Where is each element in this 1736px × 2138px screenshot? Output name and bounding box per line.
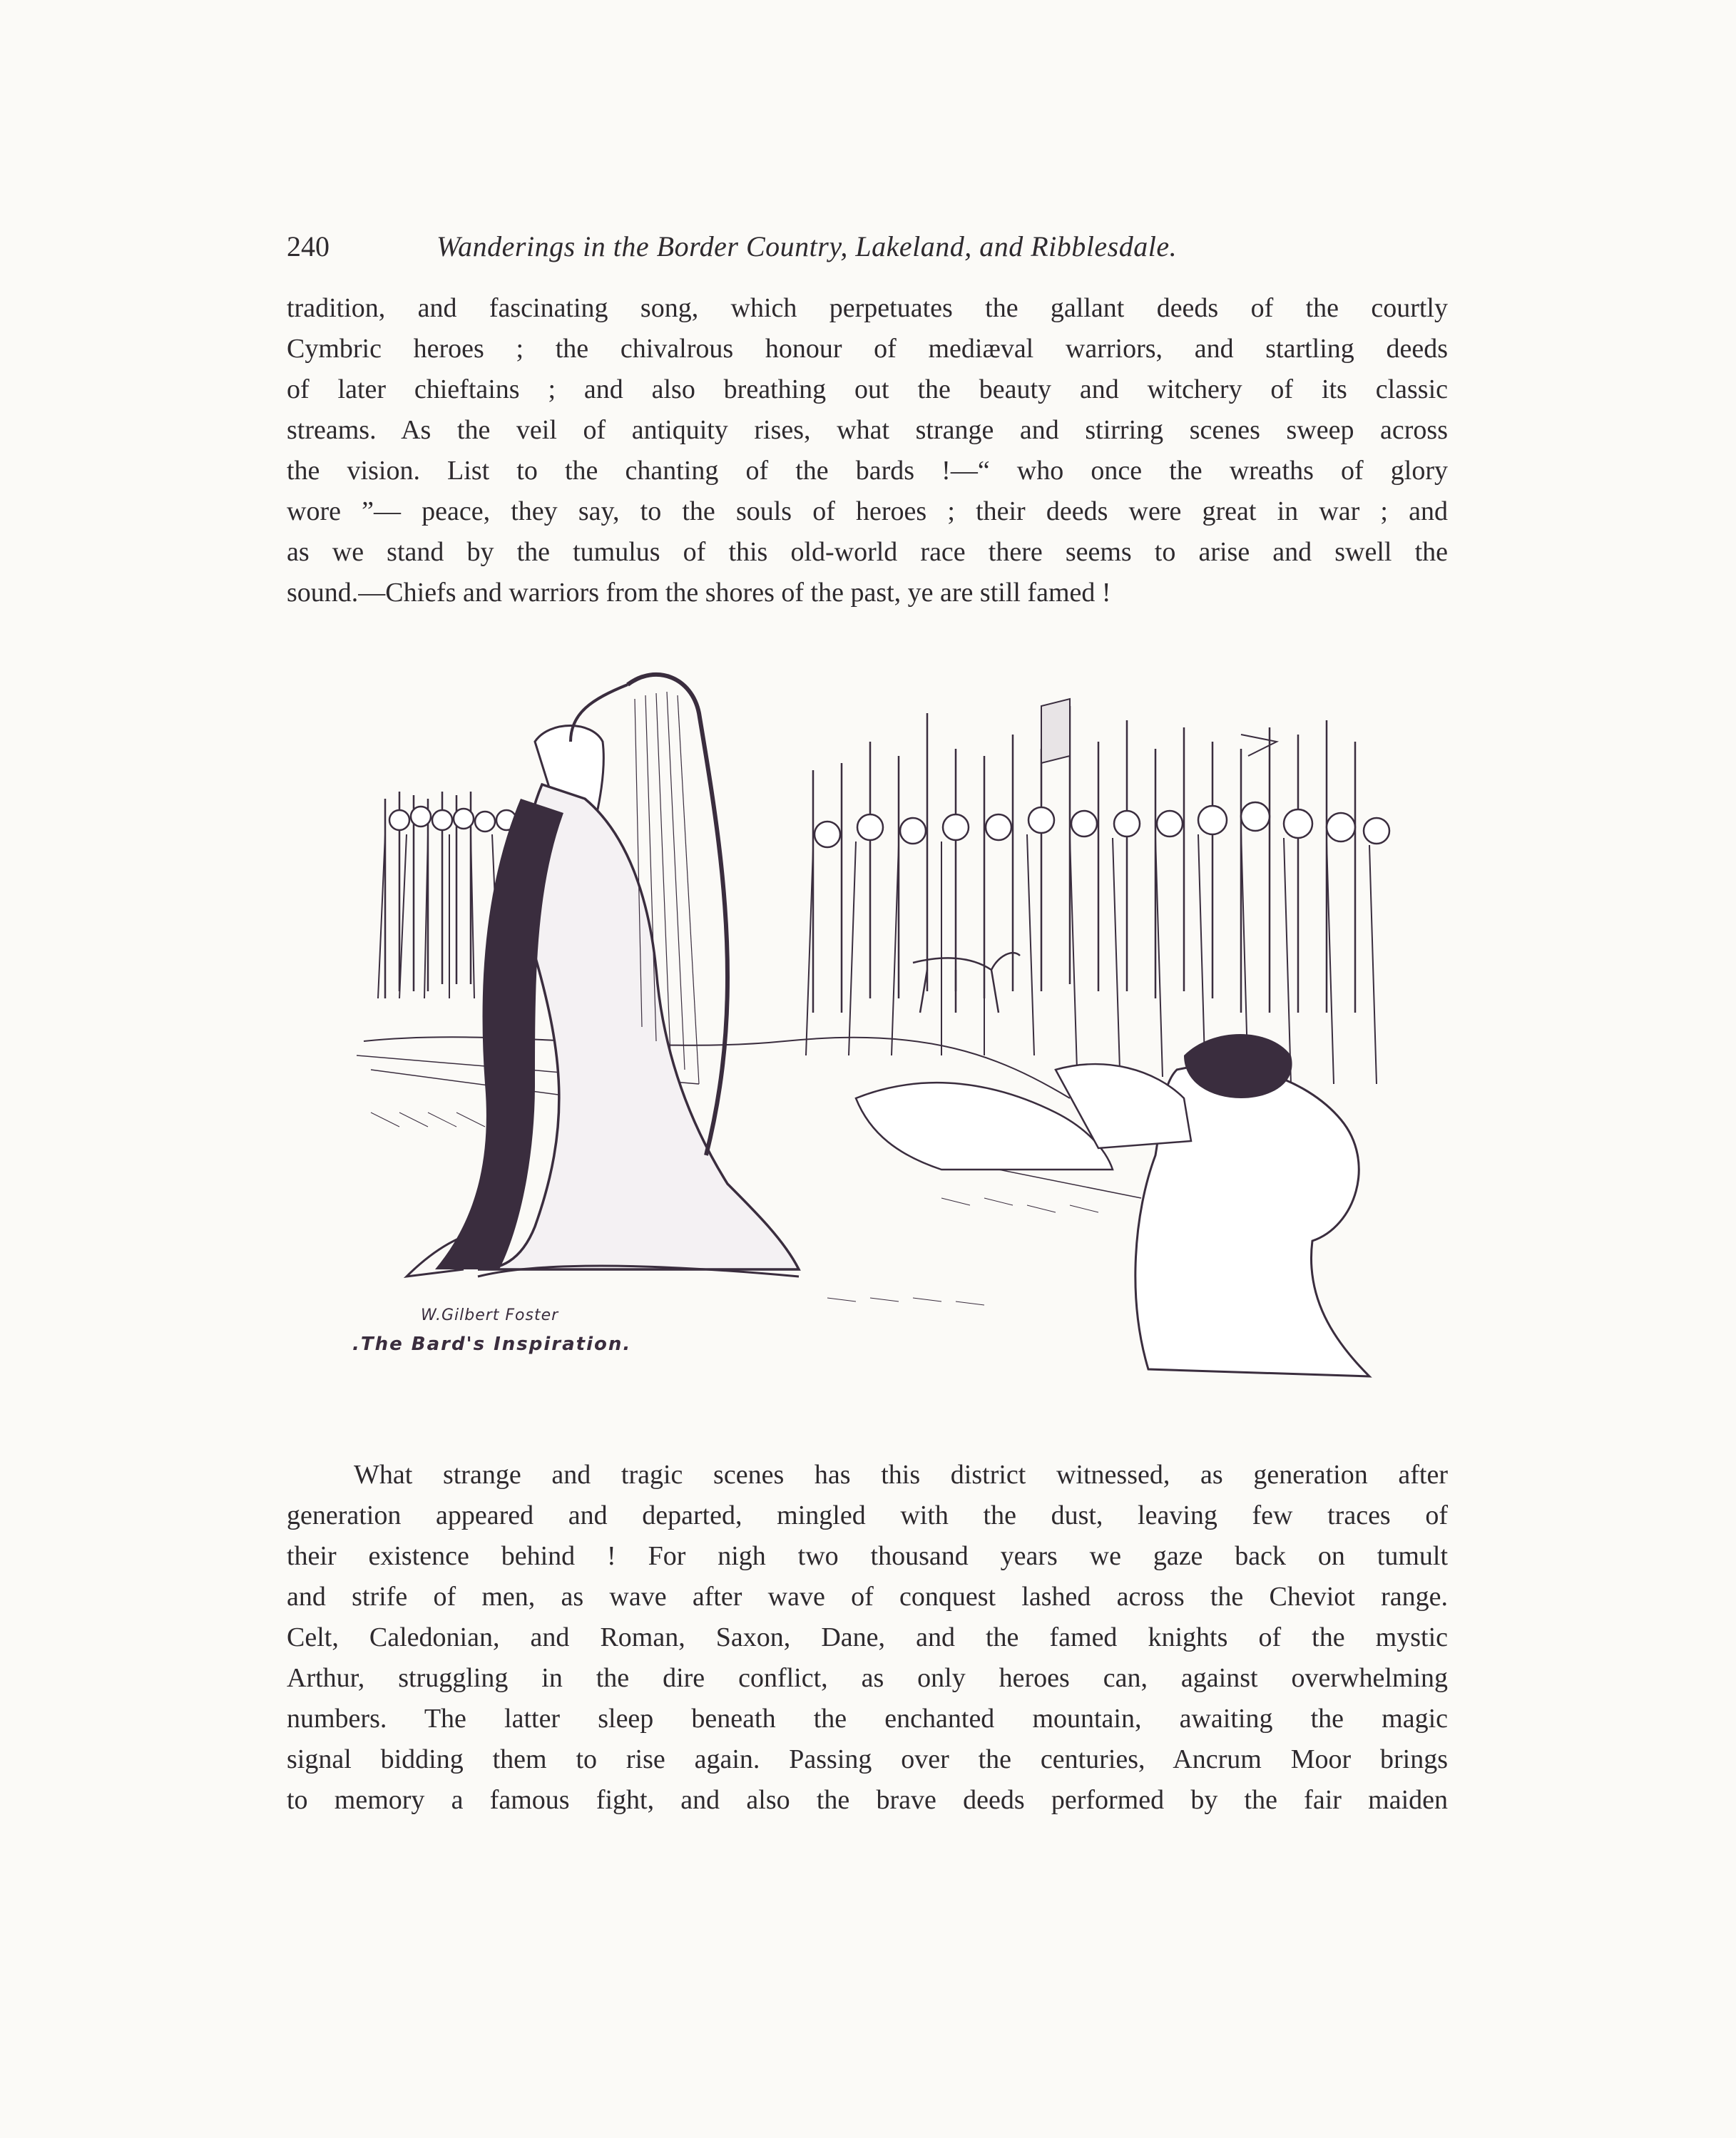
text-line: signal bidding them to rise again. Passing over the centuries, Ancrum Moor brings	[287, 1744, 1448, 1774]
illustration-drawing	[357, 656, 1398, 1412]
bard-illustration	[357, 656, 1398, 1412]
text-line: sound.—Chiefs and warriors from the shores of the past, ye are still famed !	[287, 578, 1111, 608]
page-number: 240	[287, 230, 330, 262]
text-line: wore ”— peace, they say, to the souls of heroes ; their deeds were great in war ; and	[287, 496, 1448, 526]
text-line: their existence behind ! For nigh two thousand years we gaze back on tumult	[287, 1541, 1448, 1571]
text-line: Cymbric heroes ; the chivalrous honour of mediæval warriors, and startling deeds	[287, 334, 1448, 364]
text-line: What strange and tragic scenes has this district witnessed, as generation after	[354, 1460, 1448, 1490]
text-line: numbers. The latter sleep beneath the enchanted mountain, awaiting the magic	[287, 1704, 1448, 1734]
text-line: generation appeared and departed, mingled with the dust, leaving few traces of	[287, 1500, 1448, 1530]
text-line: to memory a famous fight, and also the brave deeds performed by the fair maiden	[287, 1785, 1448, 1815]
text-line: Celt, Caledonian, and Roman, Saxon, Dane, and the famed knights of the mystic	[287, 1622, 1448, 1652]
paragraph-2	[287, 1455, 1448, 1821]
text-line: the vision. List to the chanting of the bards !—“ who once the wreaths of glory	[287, 456, 1448, 486]
text-line: tradition, and fascinating song, which perpetuates the gallant deeds of the courtly	[287, 293, 1448, 323]
illustration-caption: .The Bard's Inspiration.	[352, 1334, 632, 1355]
text-line: Arthur, struggling in the dire conflict, as only heroes can, against overwhelming	[287, 1663, 1448, 1693]
text-line: streams. As the veil of antiquity rises, what strange and stirring scenes sweep across	[287, 415, 1448, 445]
page-header	[287, 227, 1304, 267]
paragraph-1	[287, 288, 1448, 613]
artist-signature: W.Gilbert Foster	[421, 1306, 559, 1324]
text-line: as we stand by the tumulus of this old-world race there seems to arise and swell the	[287, 537, 1448, 567]
text-line: and strife of men, as wave after wave of conquest lashed across the Cheviot range.	[287, 1582, 1448, 1612]
text-line: of later chieftains ; and also breathing out the beauty and witchery of its classic	[287, 374, 1448, 404]
running-title: Wanderings in the Border Country, Lakeland, and Ribblesdale.	[436, 230, 1178, 262]
